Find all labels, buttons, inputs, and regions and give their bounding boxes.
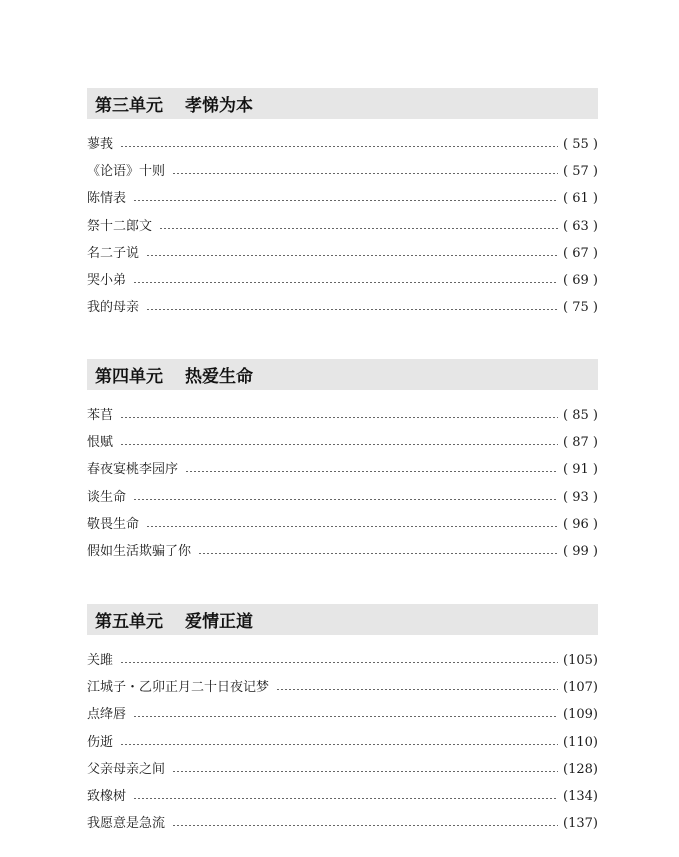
entry-page: (134) <box>563 789 598 805</box>
dot-leader <box>133 798 558 799</box>
toc-entry[interactable] <box>87 402 598 429</box>
dot-leader <box>120 417 558 418</box>
entry-title: 恨赋 <box>87 435 114 451</box>
toc-entry[interactable] <box>87 131 598 158</box>
toc-entry[interactable] <box>87 456 598 483</box>
entry-page: ( 57 ) <box>563 164 598 180</box>
entry-page: ( 61 ) <box>563 191 598 207</box>
dot-leader <box>133 282 558 283</box>
unit-4-label: 第四单元 <box>95 367 163 387</box>
unit-5-entries <box>87 647 598 837</box>
toc-entry[interactable] <box>87 538 598 565</box>
toc-entry[interactable] <box>87 294 598 321</box>
entry-page: (107) <box>563 680 598 696</box>
toc-entry[interactable] <box>87 158 598 185</box>
entry-title: 关雎 <box>87 653 114 669</box>
entry-page: ( 93 ) <box>563 489 598 505</box>
unit-4-title: 热爱生命 <box>185 367 253 387</box>
entry-title: 假如生活欺骗了你 <box>87 544 192 560</box>
entry-page: ( 99 ) <box>563 544 598 560</box>
dot-leader <box>146 309 558 310</box>
unit-5-label: 第五单元 <box>95 612 163 632</box>
entry-title: 祭十二郎文 <box>87 218 153 234</box>
dot-leader <box>146 526 558 527</box>
toc-entry[interactable] <box>87 213 598 240</box>
dot-leader <box>133 200 558 201</box>
dot-leader <box>185 471 558 472</box>
entry-page: (137) <box>563 816 598 832</box>
entry-page: (109) <box>563 707 598 723</box>
entry-page: (110) <box>563 734 598 750</box>
entry-page: ( 87 ) <box>563 435 598 451</box>
unit-5-title: 爱情正道 <box>185 612 253 632</box>
toc-entry[interactable] <box>87 756 598 783</box>
toc-entry[interactable] <box>87 267 598 294</box>
unit-4-entries <box>87 402 598 565</box>
toc-entry[interactable] <box>87 701 598 728</box>
dot-leader <box>172 825 558 826</box>
entry-title: 伤逝 <box>87 734 114 750</box>
entry-title: 苯苢 <box>87 408 114 424</box>
entry-title: 致橡树 <box>87 789 127 805</box>
unit-5-header <box>87 604 598 635</box>
toc-entry[interactable] <box>87 511 598 538</box>
dot-leader <box>276 689 558 690</box>
entry-title: 江城子・乙卯正月二十日夜记梦 <box>87 680 270 696</box>
toc-entry[interactable] <box>87 429 598 456</box>
entry-title: 陈情表 <box>87 191 127 207</box>
entry-title: 父亲母亲之间 <box>87 761 166 777</box>
unit-4-header <box>87 359 598 390</box>
unit-5-section <box>87 604 598 837</box>
entry-page: (128) <box>563 761 598 777</box>
entry-title: 点绛唇 <box>87 707 127 723</box>
toc-entry[interactable] <box>87 185 598 212</box>
unit-3-section <box>87 88 598 321</box>
unit-3-header <box>87 88 598 119</box>
entry-page: (105) <box>563 653 598 669</box>
toc-entry[interactable] <box>87 810 598 837</box>
entry-title: 谈生命 <box>87 489 127 505</box>
entry-page: ( 67 ) <box>563 245 598 261</box>
entry-page: ( 85 ) <box>563 408 598 424</box>
entry-page: ( 91 ) <box>563 462 598 478</box>
entry-title: 《论语》十则 <box>87 164 166 180</box>
toc-entry[interactable] <box>87 484 598 511</box>
dot-leader <box>159 228 558 229</box>
toc-entry[interactable] <box>87 674 598 701</box>
toc-entry[interactable] <box>87 240 598 267</box>
unit-3-entries <box>87 131 598 321</box>
dot-leader <box>120 744 558 745</box>
dot-leader <box>172 771 558 772</box>
entry-title: 我的母亲 <box>87 300 140 316</box>
dot-leader <box>172 173 558 174</box>
entry-page: ( 63 ) <box>563 218 598 234</box>
dot-leader <box>120 146 558 147</box>
entry-title: 蓼莪 <box>87 137 114 153</box>
toc-entry[interactable] <box>87 783 598 810</box>
entry-page: ( 96 ) <box>563 516 598 532</box>
dot-leader <box>133 499 558 500</box>
unit-3-label: 第三单元 <box>95 96 163 116</box>
dot-leader <box>198 553 558 554</box>
entry-title: 春夜宴桃李园序 <box>87 462 179 478</box>
entry-page: ( 69 ) <box>563 273 598 289</box>
toc-entry[interactable] <box>87 647 598 674</box>
unit-4-section <box>87 359 598 565</box>
dot-leader <box>120 662 558 663</box>
entry-title: 名二子说 <box>87 245 140 261</box>
toc-entry[interactable] <box>87 729 598 756</box>
entry-page: ( 75 ) <box>563 300 598 316</box>
entry-title: 敬畏生命 <box>87 516 140 532</box>
entry-page: ( 55 ) <box>563 137 598 153</box>
dot-leader <box>133 716 558 717</box>
entry-title: 哭小弟 <box>87 273 127 289</box>
unit-3-title: 孝悌为本 <box>185 96 253 116</box>
entry-title: 我愿意是急流 <box>87 816 166 832</box>
dot-leader <box>120 444 558 445</box>
dot-leader <box>146 255 558 256</box>
